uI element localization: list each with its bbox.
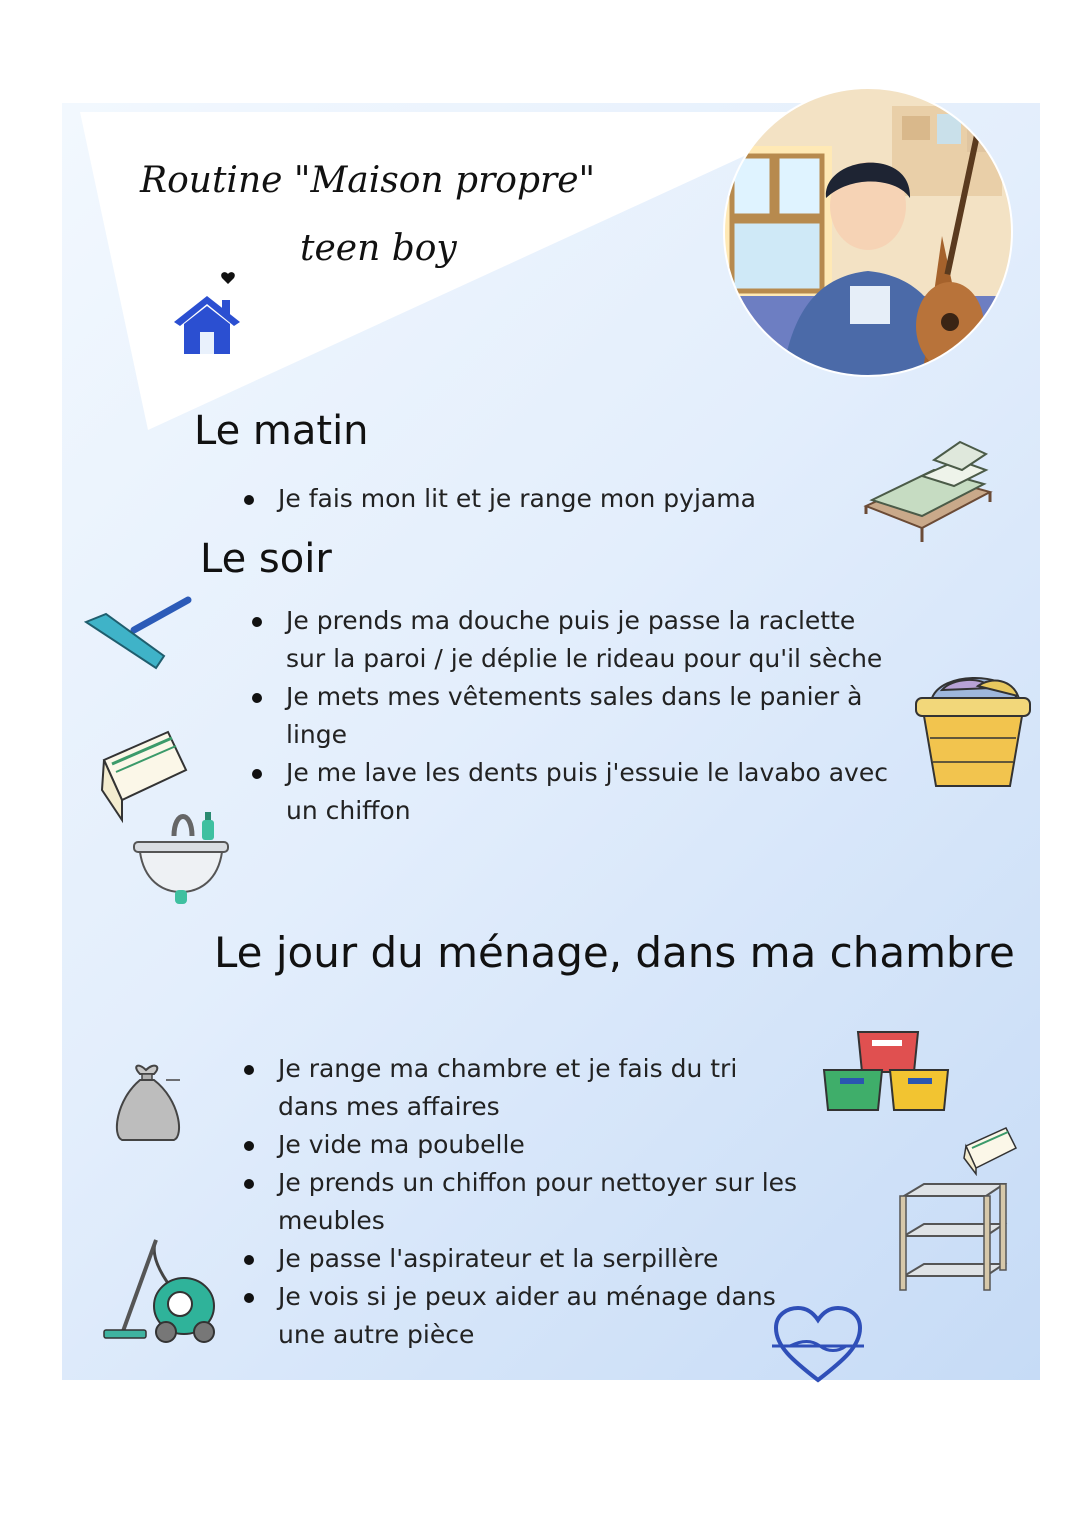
page-title-line1: Routine "Maison propre" bbox=[140, 160, 596, 201]
list-soir bbox=[248, 602, 898, 830]
bed-icon bbox=[862, 436, 994, 546]
teen-boy-portrait bbox=[722, 86, 1014, 378]
list-item: Je passe l'aspirateur et la serpillère bbox=[240, 1240, 800, 1278]
house-heart-icon bbox=[172, 270, 242, 360]
list-item: Je prends ma douche puis je passe la raclette sur la paroi / je déplie le rideau pour qu'il sèche bbox=[248, 602, 898, 678]
list-item: Je fais mon lit et je range mon pyjama bbox=[240, 480, 840, 518]
laundry-basket-icon bbox=[912, 668, 1034, 790]
storage-bins-icon bbox=[822, 1028, 950, 1114]
list-item: Je prends un chiffon pour nettoyer sur les meubles bbox=[240, 1164, 800, 1240]
list-menage bbox=[240, 1050, 800, 1354]
list-matin bbox=[240, 480, 840, 518]
section-heading-soir: Le soir bbox=[200, 536, 332, 582]
section-heading-menage: Le jour du ménage, dans ma chambre bbox=[214, 928, 1015, 977]
list-item: Je mets mes vêtements sales dans le panier à linge bbox=[248, 678, 898, 754]
list-item: Je range ma chambre et je fais du tri dans mes affaires bbox=[240, 1050, 800, 1126]
page-title-line2: teen boy bbox=[300, 228, 457, 269]
folded-cloth-icon bbox=[962, 1124, 1018, 1176]
squeegee-icon bbox=[84, 594, 194, 670]
vacuum-icon bbox=[100, 1234, 220, 1346]
section-heading-matin: Le matin bbox=[194, 408, 369, 454]
list-item: Je vide ma poubelle bbox=[240, 1126, 800, 1164]
trash-bag-icon bbox=[110, 1060, 186, 1142]
list-item: Je me lave les dents puis j'essuie le lavabo avec un chiffon bbox=[248, 754, 898, 830]
list-item: Je vois si je peux aider au ménage dans une autre pièce bbox=[240, 1278, 800, 1354]
heart-handshake-icon bbox=[772, 1306, 864, 1384]
shelf-icon bbox=[894, 1180, 1010, 1292]
sink-icon bbox=[130, 806, 232, 906]
